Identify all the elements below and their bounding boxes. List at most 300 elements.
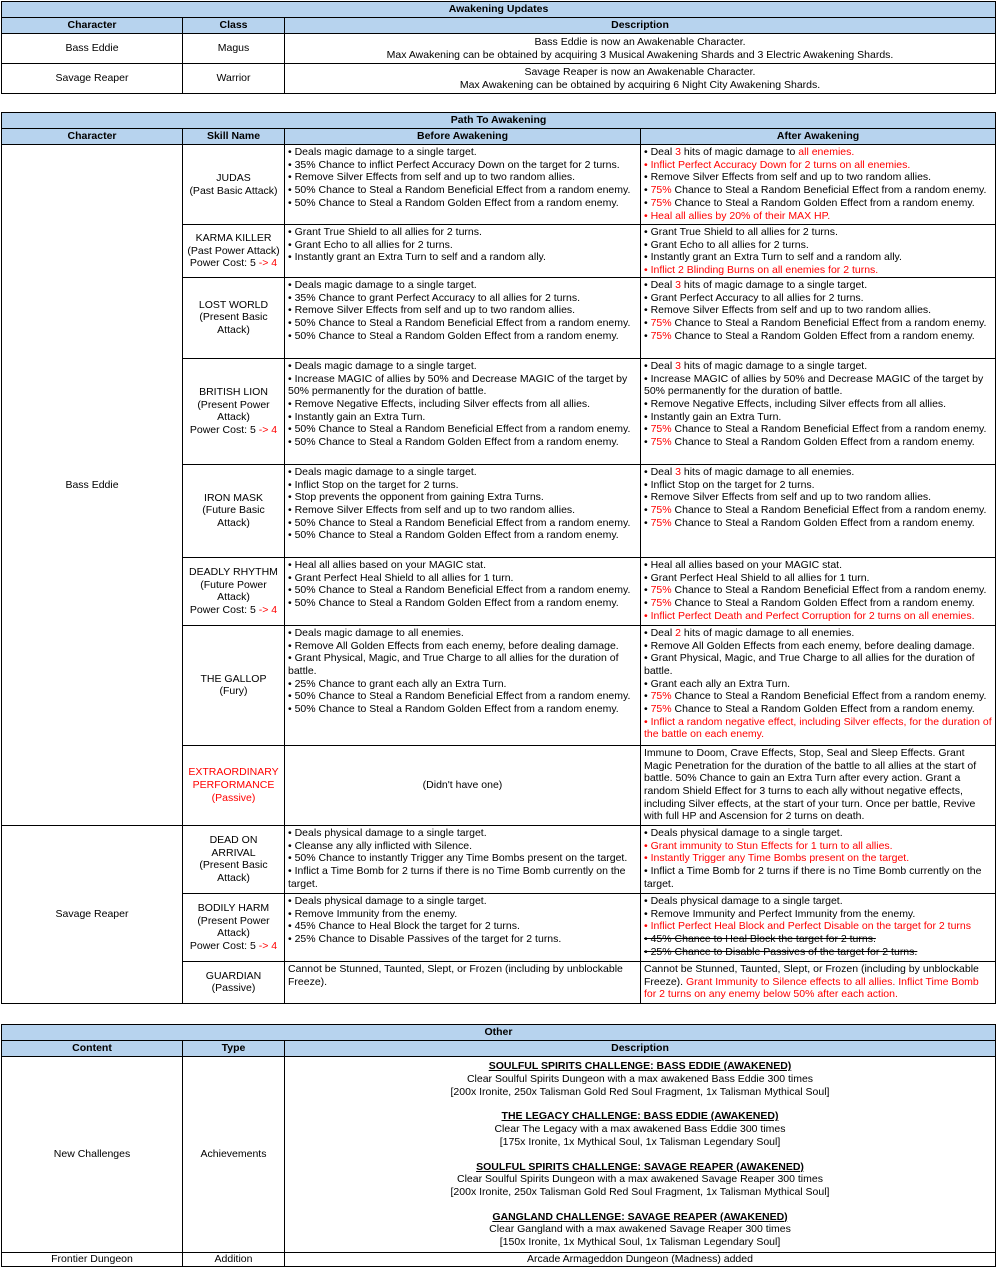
effect-line <box>288 517 637 530</box>
effect-text: • Deals physical damage to a single target. <box>644 826 843 839</box>
effect-text: 75% <box>650 316 672 329</box>
power-cost-new: -> 4 <box>258 604 278 617</box>
effect-line <box>288 491 637 504</box>
effect-text: • <box>644 516 651 529</box>
challenge-requirement: Clear Gangland with a max awakened Savage Reaper 300 times <box>489 1223 791 1236</box>
effect-line <box>288 411 637 424</box>
before-awakening-cell <box>285 625 641 745</box>
skill-name-line: Attack) <box>217 411 250 424</box>
challenge-reward: [200x Ironite, 250x Talisman Gold Red Soul Fragment, 1x Talisman Mythical Soul] <box>450 1085 830 1098</box>
effect-line <box>288 159 637 172</box>
effect-line <box>644 747 992 823</box>
challenge-title: THE LEGACY CHALLENGE: BASS EDDIE (AWAKENED) <box>501 1110 779 1123</box>
effect-text: • Deal <box>644 626 676 639</box>
effect-line <box>644 572 992 585</box>
effect-text: • 50% Chance to Steal a Random Beneficial Effect from a random enemy. <box>288 516 631 529</box>
challenges-cell <box>285 1057 996 1253</box>
effect-line <box>644 504 992 517</box>
description-line: Bass Eddie is now an Awakenable Character. <box>534 35 746 48</box>
effect-text: • <box>644 329 651 342</box>
after-awakening-cell <box>641 745 996 825</box>
effect-text: • <box>644 436 651 449</box>
content-cell: Frontier Dungeon <box>2 1253 183 1267</box>
effect-line <box>644 466 992 479</box>
challenge-title: GANGLAND CHALLENGE: SAVAGE REAPER (AWAKENED) <box>492 1210 788 1223</box>
effect-text: Cannot be Stunned, Taunted, Slept, or Frozen (including by unblockable Freeze). <box>644 962 979 988</box>
power-cost-new: -> 4 <box>258 940 278 953</box>
effect-text: • Grant Echo to all allies for 2 turns. <box>644 238 809 251</box>
effect-line <box>644 840 992 853</box>
content-cell: New Challenges <box>2 1057 183 1253</box>
effect-text: • Inflict 2 Blinding Burns on all enemies for 2 turns. <box>644 264 879 277</box>
effect-text: • <box>644 503 651 516</box>
before-awakening-cell <box>285 145 641 225</box>
challenge-requirement: Clear The Legacy with a max awakened Bass Eddie 300 times <box>494 1123 786 1136</box>
effect-text: • 50% Chance to Steal a Random Golden Effect from a random enemy. <box>288 436 619 449</box>
skill-name-cell <box>183 893 285 961</box>
table-row <box>2 34 996 64</box>
effect-line <box>644 827 992 840</box>
effect-text: Cannot be Stunned, Taunted, Slept, or Frozen (including by unblockable Freeze). <box>288 962 623 988</box>
effect-text: • <box>644 196 651 209</box>
effect-line <box>644 597 992 610</box>
effect-line <box>288 640 637 653</box>
effect-line <box>644 264 992 277</box>
effect-text: Chance to Steal a Random Golden Effect from a random enemy. <box>671 329 975 342</box>
effect-text: • Remove Immunity and Perfect Immunity from the enemy. <box>644 907 916 920</box>
awakening-updates-table <box>1 1 996 94</box>
effect-text: • 50% Chance to Steal a Random Beneficial Effect from a random enemy. <box>288 423 631 436</box>
effect-text: • Cleanse any ally inflicted with Silence. <box>288 839 473 852</box>
effect-line <box>644 908 992 921</box>
skill-row <box>2 825 996 893</box>
effect-line <box>288 597 637 610</box>
effect-text: • Inflict Perfect Heal Block and Perfect Disable on the target for 2 turns <box>644 920 972 933</box>
effect-text: • 25% Chance to Disable Passives of the target for 2 turns. <box>288 932 562 945</box>
effect-text: 3 <box>675 359 681 372</box>
effect-line <box>644 184 992 197</box>
effect-line <box>644 559 992 572</box>
effect-line <box>644 197 992 210</box>
class-cell: Warrior <box>183 64 285 94</box>
effect-line <box>644 279 992 292</box>
challenge-reward: [175x Ironite, 1x Mythical Soul, 1x Talisman Legendary Soul] <box>499 1135 781 1148</box>
other-title: Other <box>2 1025 996 1041</box>
effect-line <box>288 678 637 691</box>
effect-line <box>644 690 992 703</box>
effect-text: Immune to Doom, Crave Effects, Stop, Seal and Sleep Effects. Grant Magic Penetration for the duration of the battle to all allies at the start of battle. 50% Chance to gain an Extra Turn after every action. Grant a random Shield Effect for 3 turns to each ally without negative effects, including Silver effects, at the start of your turn. Once per battle, Revive with full HP and Ascension for 2 turns on death. <box>644 746 977 823</box>
before-awakening-cell <box>285 464 641 557</box>
effect-line <box>288 398 637 411</box>
effect-line <box>644 610 992 623</box>
effect-line <box>644 865 992 890</box>
effect-text: • Inflict Stop on the target for 2 turns. <box>288 478 459 491</box>
effect-text: 75% <box>650 516 672 529</box>
skill-name-line: GUARDIAN <box>205 969 262 982</box>
effect-line <box>644 895 992 908</box>
effect-text: • Grant immunity to Stun Effects for 1 turn to all allies. <box>644 839 893 852</box>
effect-text: Chance to Steal a Random Golden Effect from a random enemy. <box>671 436 975 449</box>
after-awakening-cell <box>641 825 996 893</box>
effect-text: 75% <box>650 436 672 449</box>
effect-line <box>288 840 637 853</box>
effect-line <box>288 895 637 908</box>
effect-text: hits of magic damage to all enemies. <box>680 465 855 478</box>
effect-text: • Deals magic damage to a single target. <box>288 465 477 478</box>
effect-text: • 50% Chance to Steal a Random Beneficial Effect from a random enemy. <box>288 690 631 703</box>
effect-text: • Heal all allies based on your MAGIC stat. <box>644 558 843 571</box>
effect-text: • Remove Silver Effects from self and up to two random allies. <box>288 304 576 317</box>
effect-text: Chance to Steal a Random Golden Effect from a random enemy. <box>671 703 975 716</box>
effect-text: • 45% Chance to Heal Block the target for 2 turns. <box>288 920 520 933</box>
skill-name-cell <box>183 745 285 825</box>
power-cost <box>186 940 281 953</box>
effect-text: • 45% Chance to Heal Block the target for 2 turns. <box>644 932 876 945</box>
skill-name-line: (Passive) <box>211 791 256 804</box>
effect-text: • Deal <box>644 146 676 158</box>
effect-text: • Grant Perfect Heal Shield to all allies for 1 turn. <box>644 571 870 584</box>
effect-text: • <box>644 690 651 703</box>
effect-text: • Deals magic damage to a single target. <box>288 278 477 291</box>
header-class: Class <box>183 18 285 34</box>
effect-text: hits of magic damage to a single target. <box>680 359 868 372</box>
effect-text: • 50% Chance to Steal a Random Beneficial Effect from a random enemy. <box>288 184 631 197</box>
effect-text: 75% <box>650 703 672 716</box>
effect-text: • Increase MAGIC of allies by 50% and Decrease MAGIC of the target by 50% permanently for the duration of battle. <box>288 372 628 398</box>
effect-text: • Remove Immunity from the enemy. <box>288 907 458 920</box>
effect-line <box>288 933 637 946</box>
effect-text: • Deal <box>644 278 676 291</box>
header-type: Type <box>183 1041 285 1057</box>
effect-line <box>288 559 637 572</box>
effect-text: • 50% Chance to Steal a Random Beneficial Effect from a random enemy. <box>288 316 631 329</box>
effect-text: • Deals magic damage to all enemies. <box>288 626 464 639</box>
skill-name-line: (Past Basic Attack) <box>189 184 278 197</box>
effect-line <box>288 572 637 585</box>
effect-text: • 25% Chance to grant each ally an Extra Turn. <box>288 677 507 690</box>
effect-line <box>288 504 637 517</box>
character-cell: Bass Eddie <box>2 145 183 826</box>
skill-name-line: Attack) <box>217 591 250 604</box>
effect-text: • <box>644 596 651 609</box>
skill-name-line: (Present Basic <box>199 859 268 872</box>
effect-line <box>644 398 992 411</box>
effect-line <box>288 226 637 239</box>
effect-text: • Deals magic damage to a single target. <box>288 359 477 372</box>
effect-text: Chance to Steal a Random Golden Effect from a random enemy. <box>671 196 975 209</box>
table-row <box>2 64 996 94</box>
effect-text: • Heal all allies by 20% of their MAX HP. <box>644 209 831 222</box>
header-before-awakening: Before Awakening <box>285 129 641 145</box>
effect-line <box>288 852 637 865</box>
after-awakening-cell <box>641 145 996 225</box>
effect-text: Chance to Steal a Random Beneficial Effect from a random enemy. <box>671 690 987 703</box>
effect-line <box>288 197 637 210</box>
effect-line <box>288 920 637 933</box>
skill-name-line: Attack) <box>217 927 250 940</box>
effect-text: • 25% Chance to Disable Passives of the target for 2 turns. <box>644 945 918 958</box>
after-awakening-cell <box>641 625 996 745</box>
effect-text: • Remove Silver Effects from self and up to two random allies. <box>644 491 932 504</box>
skill-name-line: (Passive) <box>211 982 256 995</box>
effect-line <box>644 330 992 343</box>
challenge-title: SOULFUL SPIRITS CHALLENGE: BASS EDDIE (AWAKENED) <box>488 1060 792 1073</box>
challenge-block <box>288 1060 992 1098</box>
awakening-updates-title: Awakening Updates <box>2 2 996 18</box>
effect-line <box>644 678 992 691</box>
header-description: Description <box>285 18 996 34</box>
effect-line <box>644 159 992 172</box>
effect-text: • 50% Chance to Steal a Random Golden Effect from a random enemy. <box>288 596 619 609</box>
before-awakening-cell <box>285 225 641 278</box>
effect-line <box>644 627 992 640</box>
other-table <box>1 1024 996 1267</box>
effect-line <box>644 251 992 264</box>
skill-name-line: IRON MASK <box>204 491 263 504</box>
power-cost-label: Power Cost: 5 <box>189 424 259 437</box>
effect-line <box>644 920 992 933</box>
effect-text: • Grant True Shield to all allies for 2 turns. <box>288 226 482 238</box>
effect-text: • Remove Silver Effects from self and up to two random allies. <box>644 171 932 184</box>
header-character: Character <box>2 18 183 34</box>
effect-text: 75% <box>650 596 672 609</box>
effect-text: • Remove All Golden Effects from each enemy, before dealing damage. <box>644 639 975 652</box>
effect-line <box>644 317 992 330</box>
effect-line <box>644 933 992 946</box>
effect-text: 2 <box>675 626 681 639</box>
before-awakening-cell <box>285 557 641 625</box>
power-cost <box>186 424 281 437</box>
character-cell: Savage Reaper <box>2 64 183 94</box>
class-cell: Magus <box>183 34 285 64</box>
effect-line <box>644 171 992 184</box>
effect-text: 75% <box>650 196 672 209</box>
skill-name-cell <box>183 557 285 625</box>
skill-name-line: ARRIVAL <box>211 846 256 859</box>
effect-line <box>288 627 637 640</box>
type-cell: Addition <box>183 1253 285 1267</box>
effect-text: 75% <box>650 184 672 197</box>
effect-line <box>644 963 992 1001</box>
after-awakening-cell <box>641 557 996 625</box>
effect-line <box>644 703 992 716</box>
skill-name-line: Attack) <box>217 324 250 337</box>
effect-line <box>644 304 992 317</box>
skill-name-cell <box>183 225 285 278</box>
effect-text: • 35% Chance to inflict Perfect Accuracy Down on the target for 2 turns. <box>288 158 620 171</box>
skill-name-cell <box>183 277 285 358</box>
power-cost-label: Power Cost: 5 <box>189 940 259 953</box>
effect-text: hits of magic damage to <box>680 146 799 158</box>
description-line: Max Awakening can be obtained by acquiring 3 Musical Awakening Shards and 3 Electric Awakening Shards. <box>386 48 894 61</box>
effect-text: • Deals magic damage to a single target. <box>288 146 477 158</box>
effect-line <box>644 584 992 597</box>
effect-line <box>288 529 637 542</box>
effect-line <box>288 652 637 677</box>
header-after-awakening: After Awakening <box>641 129 996 145</box>
effect-line <box>288 690 637 703</box>
effect-text: • Remove Negative Effects, including Silver effects from all allies. <box>644 397 947 410</box>
effect-line <box>644 423 992 436</box>
effect-text: 75% <box>650 423 672 436</box>
effect-line <box>288 279 637 292</box>
description-line: Savage Reaper is now an Awakenable Character. <box>524 65 756 78</box>
challenge-reward: [150x Ironite, 1x Mythical Soul, 1x Talisman Legendary Soul] <box>499 1236 781 1249</box>
character-cell: Savage Reaper <box>2 825 183 1003</box>
effect-line <box>644 852 992 865</box>
effect-text: • 50% Chance to Steal a Random Golden Effect from a random enemy. <box>288 703 619 716</box>
effect-line <box>288 171 637 184</box>
power-cost-new: -> 4 <box>258 424 278 437</box>
before-awakening-cell <box>285 825 641 893</box>
effect-text: • Remove Negative Effects, including Silver effects from all allies. <box>288 397 591 410</box>
skill-name-cell <box>183 358 285 464</box>
effect-line <box>644 716 992 741</box>
after-awakening-cell <box>641 358 996 464</box>
effect-text: • Remove Silver Effects from self and up to two random allies. <box>644 304 932 317</box>
skill-name-cell <box>183 145 285 225</box>
before-awakening-cell <box>285 893 641 961</box>
effect-text: Chance to Steal a Random Golden Effect from a random enemy. <box>671 596 975 609</box>
effect-text: • Inflict a Time Bomb for 2 turns if there is no Time Bomb currently on the target. <box>288 864 626 890</box>
effect-line <box>288 239 637 252</box>
skill-row <box>2 145 996 225</box>
challenge-requirement: Clear Soulful Spirits Dungeon with a max awakened Savage Reaper 300 times <box>457 1173 823 1186</box>
skill-name-line: EXTRAORDINARY <box>188 766 279 779</box>
effect-text: hits of magic damage to all enemies. <box>680 626 855 639</box>
skill-name-cell <box>183 825 285 893</box>
effect-text: • Grant each ally an Extra Turn. <box>644 677 791 690</box>
effect-text: • 35% Chance to grant Perfect Accuracy to all allies for 2 turns. <box>288 291 580 304</box>
before-awakening-cell <box>285 277 641 358</box>
skill-name-line: DEAD ON <box>209 833 258 846</box>
effect-line <box>644 360 992 373</box>
description-cell <box>285 64 996 94</box>
before-awakening-cell: (Didn't have one) <box>285 745 641 825</box>
power-cost <box>186 604 281 617</box>
effect-text: all enemies. <box>798 146 855 158</box>
effect-line <box>288 373 637 398</box>
effect-text: • Remove Silver Effects from self and up to two random allies. <box>288 503 576 516</box>
skill-name-line: Attack) <box>217 872 250 885</box>
effect-line <box>288 827 637 840</box>
effect-line <box>288 184 637 197</box>
effect-line <box>644 239 992 252</box>
effect-text: Chance to Steal a Random Beneficial Effect from a random enemy. <box>671 503 987 516</box>
effect-text: • <box>644 184 651 197</box>
header-character: Character <box>2 129 183 145</box>
effect-line <box>288 304 637 317</box>
skill-name-line: (Future Power <box>200 578 267 591</box>
effect-text: • Deals physical damage to a single target. <box>644 894 843 907</box>
effect-line <box>644 436 992 449</box>
after-awakening-cell <box>641 225 996 278</box>
effect-line <box>288 360 637 373</box>
skill-name-line: THE GALLOP <box>200 672 267 685</box>
effect-line <box>288 292 637 305</box>
effect-text: • 50% Chance to Steal a Random Golden Effect from a random enemy. <box>288 196 619 209</box>
effect-text: • Deals physical damage to a single target. <box>288 894 487 907</box>
effect-text: 3 <box>675 146 681 158</box>
effect-line <box>644 373 992 398</box>
skill-name-line: BRITISH LION <box>199 385 268 398</box>
path-to-awakening-title: Path To Awakening <box>2 113 996 129</box>
effect-text: • Grant Physical, Magic, and True Charge to all allies for the duration of battle. <box>288 652 619 677</box>
effect-line <box>644 411 992 424</box>
after-awakening-cell <box>641 961 996 1003</box>
effect-line <box>644 640 992 653</box>
effect-text: • Heal all allies based on your MAGIC stat. <box>288 558 487 571</box>
type-cell: Achievements <box>183 1057 285 1253</box>
effect-text: • Deal <box>644 359 676 372</box>
skill-name-line: (Fury) <box>219 685 248 698</box>
effect-line <box>644 652 992 677</box>
effect-text: • Grant Perfect Heal Shield to all allies for 1 turn. <box>288 571 514 584</box>
effect-text: Chance to Steal a Random Beneficial Effect from a random enemy. <box>671 184 987 197</box>
effect-line <box>288 251 637 264</box>
skill-name-line: (Past Power Attack) <box>187 244 280 257</box>
effect-text: • 50% Chance to Steal a Random Golden Effect from a random enemy. <box>288 529 619 542</box>
power-cost-label: Power Cost: 5 <box>189 257 259 270</box>
skill-name-line: (Present Power <box>197 914 270 927</box>
challenge-requirement: Clear Soulful Spirits Dungeon with a max awakened Bass Eddie 300 times <box>466 1072 814 1085</box>
effect-text: • <box>644 703 651 716</box>
power-cost <box>186 257 281 270</box>
effect-text: • Instantly grant an Extra Turn to self and a random ally. <box>644 251 902 264</box>
skill-name-line: KARMA KILLER <box>195 231 272 244</box>
effect-line <box>288 436 637 449</box>
effect-text: 75% <box>650 329 672 342</box>
effect-text: • Inflict Stop on the target for 2 turns. <box>644 478 815 491</box>
effect-line <box>644 946 992 959</box>
effect-line <box>644 479 992 492</box>
effect-line <box>644 292 992 305</box>
skill-name-line: Attack) <box>217 517 250 530</box>
effect-text: Grant Immunity to Silence effects to all allies. Inflict Time Bomb for 2 turns on any enemy below 50% after each action. <box>644 975 979 1001</box>
effect-text: • Grant True Shield to all allies for 2 turns. <box>644 226 838 238</box>
effect-text: • Grant Echo to all allies for 2 turns. <box>288 238 453 251</box>
effect-line <box>644 210 992 223</box>
effect-text: • Remove Silver Effects from self and up to two random allies. <box>288 171 576 184</box>
effect-text: 75% <box>650 690 672 703</box>
effect-text: Chance to Steal a Random Beneficial Effect from a random enemy. <box>671 584 987 597</box>
effect-text: • 50% Chance to Steal a Random Beneficial Effect from a random enemy. <box>288 584 631 597</box>
effect-text: • <box>644 316 651 329</box>
table-row <box>2 1057 996 1253</box>
effect-line <box>644 226 992 239</box>
skill-name-line: (Present Power <box>197 398 270 411</box>
effect-line <box>644 517 992 530</box>
before-awakening-cell <box>285 358 641 464</box>
effect-text: 3 <box>675 278 681 291</box>
effect-text: 75% <box>650 503 672 516</box>
description-line: Max Awakening can be obtained by acquiring 6 Night City Awakening Shards. <box>459 78 821 91</box>
skill-name-cell <box>183 961 285 1003</box>
effect-line <box>288 423 637 436</box>
effect-line <box>644 146 992 159</box>
effect-text: • Increase MAGIC of allies by 50% and Decrease MAGIC of the target by 50% permanently for the duration of battle. <box>644 372 984 398</box>
skill-name-line: JUDAS <box>216 171 251 184</box>
effect-text: • Instantly Trigger any Time Bombs present on the target. <box>644 852 910 865</box>
effect-line <box>288 908 637 921</box>
effect-text: • Inflict Perfect Death and Perfect Corruption for 2 turns on all enemies. <box>644 609 975 622</box>
skill-name-cell <box>183 625 285 745</box>
effect-text: • <box>644 584 651 597</box>
effect-text: Chance to Steal a Random Beneficial Effect from a random enemy. <box>671 316 987 329</box>
challenge-reward: [200x Ironite, 250x Talisman Gold Red Soul Fragment, 1x Talisman Mythical Soul] <box>450 1185 830 1198</box>
skill-name-line: LOST WORLD <box>198 298 269 311</box>
effect-text: 75% <box>650 584 672 597</box>
